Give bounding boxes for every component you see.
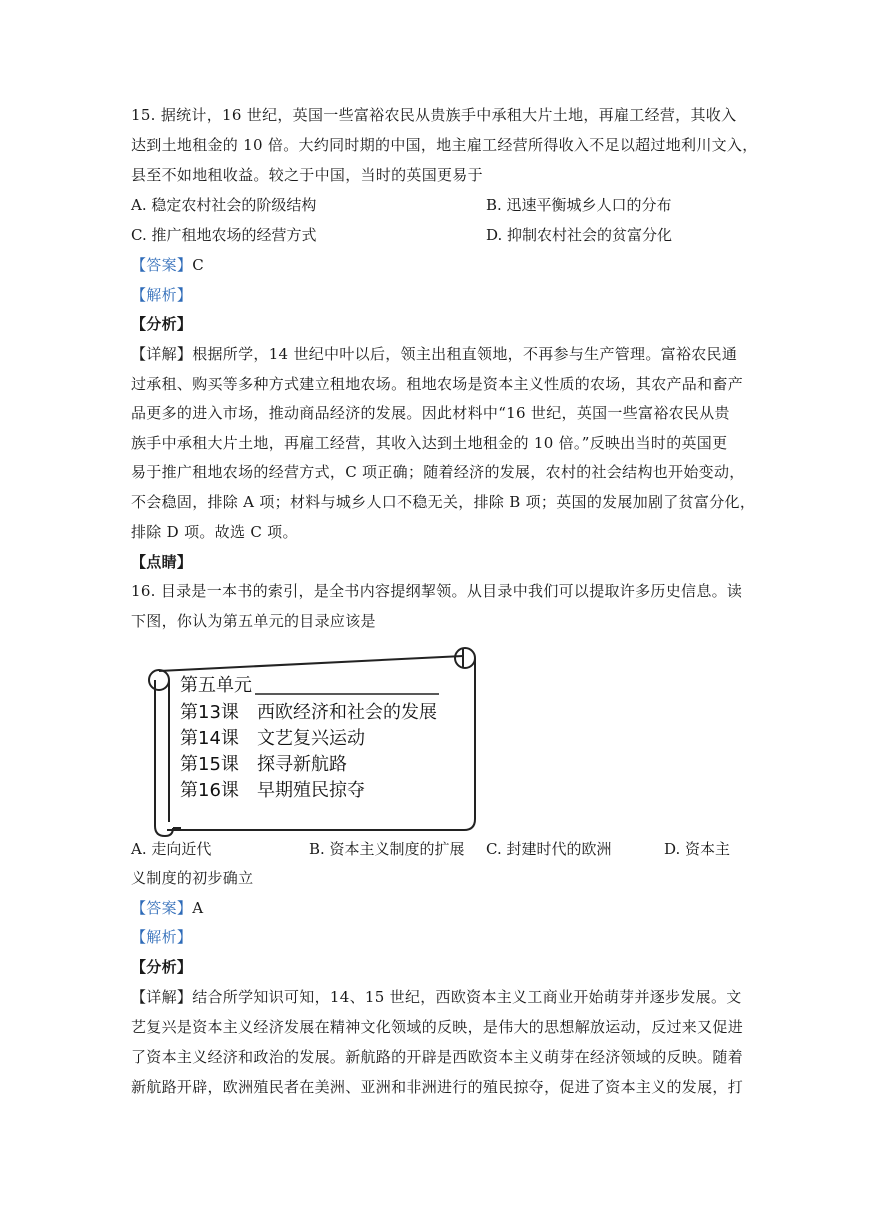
scroll-unit-title: 第五单元 — [180, 675, 252, 696]
q15-answer — [131, 255, 204, 275]
q15-analysis-label: 【解析】 — [131, 286, 193, 304]
q15-fenxi-label: 【分析】 — [131, 315, 193, 333]
scroll-lesson-13-title: 西欧经济和社会的发展 — [257, 702, 437, 723]
scroll-lesson-13-number: 第13课 — [180, 702, 239, 723]
scroll-lesson-16-title: 早期殖民掠夺 — [257, 780, 365, 801]
q15-detail-line-1: 【详解】根据所学，14 世纪中叶以后，领主出租直领地，不再参与生产管理。富裕农民通 — [131, 345, 738, 363]
q15-option-b: B. 迅速平衡城乡人口的分布 — [486, 196, 672, 214]
q16-option-c: C. 封建时代的欧洲 — [486, 840, 612, 858]
q15-detail-line-7: 排除 D 项。故选 C 项。 — [131, 523, 298, 541]
q16-answer-label: 【答案】 — [131, 899, 193, 917]
q16-detail-line-1: 【详解】结合所学知识可知，14、15 世纪，西欧资本主义工商业开始萌芽并逐步发展。文 — [131, 988, 742, 1006]
q16-answer-value: A — [192, 899, 204, 917]
q16-detail-line-2: 艺复兴是资本主义经济发展在精神文化领域的反映，是伟大的思想解放运动，反过来又促进 — [131, 1018, 744, 1036]
q15-stem-line-2: 达到土地租金的 10 倍。大约同时期的中国，地主雇工经营所得收入不足以超过地利川文入， — [131, 136, 758, 154]
q15-answer-label: 【答案】 — [131, 256, 193, 274]
q15-stem-line-1: 15. 据统计，16 世纪，英国一些富裕农民从贵族手中承租大片土地，再雇工经营，其收入 — [131, 106, 737, 124]
q15-detail-line-2: 过承租、购买等多种方式建立租地农场。租地农场是资本主义性质的农场，其农产品和畜产 — [131, 375, 744, 393]
scroll-lesson-14-number: 第14课 — [180, 728, 239, 749]
scroll-figure — [147, 644, 479, 844]
scroll-lesson-14-title: 文艺复兴运动 — [257, 728, 365, 749]
q16-detail-line-4: 新航路开辟，欧洲殖民者在美洲、亚洲和非洲进行的殖民掠夺，促进了资本主义的发展，打 — [131, 1078, 744, 1096]
q16-analysis-label: 【解析】 — [131, 928, 193, 946]
q16-detail-line-3: 了资本主义经济和政治的发展。新航路的开辟是西欧资本主义萌芽在经济领域的反映。随着 — [131, 1048, 744, 1066]
scroll-lesson-15-title: 探寻新航路 — [257, 754, 347, 775]
q16-fenxi-label: 【分析】 — [131, 958, 193, 976]
scroll-lesson-15-number: 第15课 — [180, 754, 239, 775]
q15-dianjing-label: 【点睛】 — [131, 553, 193, 571]
q15-detail-line-3: 品更多的进入市场，推动商品经济的发展。因此材料中“16 世纪，英国一些富裕农民从贵 — [131, 404, 730, 422]
q16-stem-line-2: 下图，你认为第五单元的目录应该是 — [131, 612, 376, 630]
q16-option-a: A. 走向近代 — [131, 840, 212, 858]
scroll-lesson-16-number: 第16课 — [180, 780, 239, 801]
q16-answer — [131, 898, 203, 918]
q15-option-d: D. 抑制农村社会的贫富分化 — [486, 226, 673, 244]
q15-option-a: A. 稳定农村社会的阶级结构 — [131, 196, 317, 214]
q15-answer-value: C — [192, 256, 204, 274]
q15-option-c: C. 推广租地农场的经营方式 — [131, 226, 317, 244]
q16-option-d: D. 资本主 — [664, 840, 731, 858]
q15-detail-line-5: 易于推广租地农场的经营方式，C 项正确；随着经济的发展，农村的社会结构也开始变动， — [131, 463, 745, 481]
q16-option-b: B. 资本主义制度的扩展 — [309, 840, 465, 858]
q15-detail-line-6: 不会稳固，排除 A 项；材料与城乡人口不稳无关，排除 B 项；英国的发展加剧了贫富分化， — [131, 493, 756, 511]
q15-stem-line-3: 县至不如地租收益。较之于中国，当时的英国更易于 — [131, 166, 483, 184]
q16-option-d-continued: 义制度的初步确立 — [131, 869, 254, 887]
q16-stem-line-1: 16. 目录是一本书的索引，是全书内容提纲挈领。从目录中我们可以提取许多历史信息。读 — [131, 582, 743, 600]
q15-detail-line-4: 族手中承租大片土地，再雇工经营，其收入达到土地租金的 10 倍。”反映出当时的英国更 — [131, 434, 728, 452]
